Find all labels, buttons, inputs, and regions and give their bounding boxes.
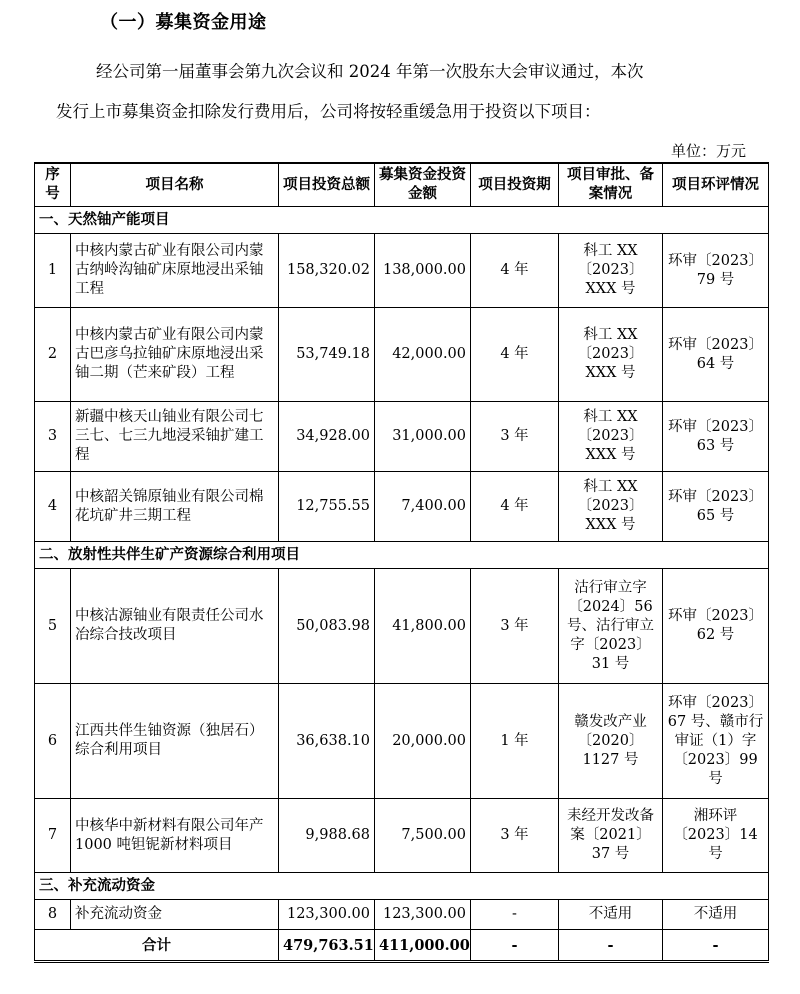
cell-total: 12,755.55 xyxy=(279,472,375,542)
header-total: 项目投资总额 xyxy=(279,163,375,207)
cell-seq: 2 xyxy=(35,308,71,402)
cell-env: 湘环评〔2023〕14 号 xyxy=(663,799,769,873)
cell-total: 9,988.68 xyxy=(279,799,375,873)
section-row xyxy=(35,873,769,900)
total-label: 合计 xyxy=(35,930,279,962)
header-approval: 项目审批、备案情况 xyxy=(559,163,663,207)
cell-approval: 不适用 xyxy=(559,900,663,930)
cell-seq: 6 xyxy=(35,684,71,799)
unit-label: 单位：万元 xyxy=(670,142,746,160)
cell-period: 4 年 xyxy=(471,472,559,542)
cell-total: 123,300.00 xyxy=(279,900,375,930)
cell-approval: 沽行审立字〔2024〕56 号、沽行审立字〔2023〕31 号 xyxy=(559,569,663,684)
total-approval: - xyxy=(559,930,663,962)
cell-approval: 科工 XX〔2023〕XXX 号 xyxy=(559,308,663,402)
table-row xyxy=(35,900,769,930)
intro-paragraph xyxy=(56,52,756,132)
total-total: 479,763.51 xyxy=(279,930,375,962)
cell-approval: 赣发改产业〔2020〕1127 号 xyxy=(559,684,663,799)
cell-seq: 1 xyxy=(35,234,71,308)
section-title: 二、放射性共伴生矿产资源综合利用项目 xyxy=(35,542,769,569)
cell-approval: 科工 XX〔2023〕XXX 号 xyxy=(559,402,663,472)
cell-total: 50,083.98 xyxy=(279,569,375,684)
cell-name: 中核华中新材料有限公司年产 1000 吨钽铌新材料项目 xyxy=(71,799,279,873)
total-raised: 411,000.00 xyxy=(375,930,471,962)
cell-env: 环审〔2023〕79 号 xyxy=(663,234,769,308)
cell-period: 1 年 xyxy=(471,684,559,799)
cell-approval: 科工 XX〔2023〕XXX 号 xyxy=(559,472,663,542)
cell-total: 53,749.18 xyxy=(279,308,375,402)
cell-name: 中核内蒙古矿业有限公司内蒙古纳岭沟铀矿床原地浸出采铀工程 xyxy=(71,234,279,308)
cell-name: 江西共伴生铀资源（独居石）综合利用项目 xyxy=(71,684,279,799)
cell-raised: 7,500.00 xyxy=(375,799,471,873)
cell-seq: 4 xyxy=(35,472,71,542)
cell-env: 环审〔2023〕67 号、赣市行审证（1）字〔2023〕99 号 xyxy=(663,684,769,799)
cell-period: 4 年 xyxy=(471,234,559,308)
cell-env: 不适用 xyxy=(663,900,769,930)
paragraph-line-1: 经公司第一届董事会第九次会议和 2024 年第一次股东大会审议通过，本次 xyxy=(96,62,644,81)
table-row xyxy=(35,234,769,308)
cell-approval: 耒经开发改备案〔2021〕37 号 xyxy=(559,799,663,873)
cell-approval: 科工 XX〔2023〕XXX 号 xyxy=(559,234,663,308)
table-header-row xyxy=(35,163,769,207)
cell-total: 36,638.10 xyxy=(279,684,375,799)
cell-seq: 3 xyxy=(35,402,71,472)
cell-env: 环审〔2023〕62 号 xyxy=(663,569,769,684)
cell-raised: 20,000.00 xyxy=(375,684,471,799)
table-row xyxy=(35,799,769,873)
cell-raised: 42,000.00 xyxy=(375,308,471,402)
cell-seq: 5 xyxy=(35,569,71,684)
section-heading: （一）募集资金用途 xyxy=(100,12,267,33)
cell-env: 环审〔2023〕64 号 xyxy=(663,308,769,402)
table-row xyxy=(35,308,769,402)
total-env: - xyxy=(663,930,769,962)
total-row xyxy=(35,930,769,962)
cell-name: 新疆中核天山铀业有限公司七三七、七三九地浸采铀扩建工程 xyxy=(71,402,279,472)
cell-raised: 31,000.00 xyxy=(375,402,471,472)
cell-period: 4 年 xyxy=(471,308,559,402)
cell-period: 3 年 xyxy=(471,799,559,873)
header-period: 项目投资期 xyxy=(471,163,559,207)
table-row xyxy=(35,472,769,542)
cell-seq: 8 xyxy=(35,900,71,930)
table-row xyxy=(35,402,769,472)
cell-raised: 7,400.00 xyxy=(375,472,471,542)
cell-total: 34,928.00 xyxy=(279,402,375,472)
table-row xyxy=(35,569,769,684)
paragraph-line-2: 发行上市募集资金扣除发行费用后，公司将按轻重缓急用于投资以下项目： xyxy=(56,102,601,121)
cell-raised: 41,800.00 xyxy=(375,569,471,684)
cell-total: 158,320.02 xyxy=(279,234,375,308)
cell-seq: 7 xyxy=(35,799,71,873)
cell-raised: 138,000.00 xyxy=(375,234,471,308)
cell-name: 中核内蒙古矿业有限公司内蒙古巴彦乌拉铀矿床原地浸出采铀二期（芒来矿段）工程 xyxy=(71,308,279,402)
cell-period: 3 年 xyxy=(471,402,559,472)
header-env: 项目环评情况 xyxy=(663,163,769,207)
cell-raised: 123,300.00 xyxy=(375,900,471,930)
cell-env: 环审〔2023〕65 号 xyxy=(663,472,769,542)
fund-use-table xyxy=(34,162,769,963)
cell-period: - xyxy=(471,900,559,930)
section-title: 三、补充流动资金 xyxy=(35,873,769,900)
cell-name: 中核沽源铀业有限责任公司水冶综合技改项目 xyxy=(71,569,279,684)
cell-name: 中核韶关锦原铀业有限公司棉花坑矿井三期工程 xyxy=(71,472,279,542)
section-row xyxy=(35,207,769,234)
header-seq: 序号 xyxy=(35,163,71,207)
header-raised: 募集资金投资金额 xyxy=(375,163,471,207)
section-row xyxy=(35,542,769,569)
total-period: - xyxy=(471,930,559,962)
cell-period: 3 年 xyxy=(471,569,559,684)
cell-name: 补充流动资金 xyxy=(71,900,279,930)
table-row xyxy=(35,684,769,799)
cell-env: 环审〔2023〕63 号 xyxy=(663,402,769,472)
header-name: 项目名称 xyxy=(71,163,279,207)
section-title: 一、天然铀产能项目 xyxy=(35,207,769,234)
